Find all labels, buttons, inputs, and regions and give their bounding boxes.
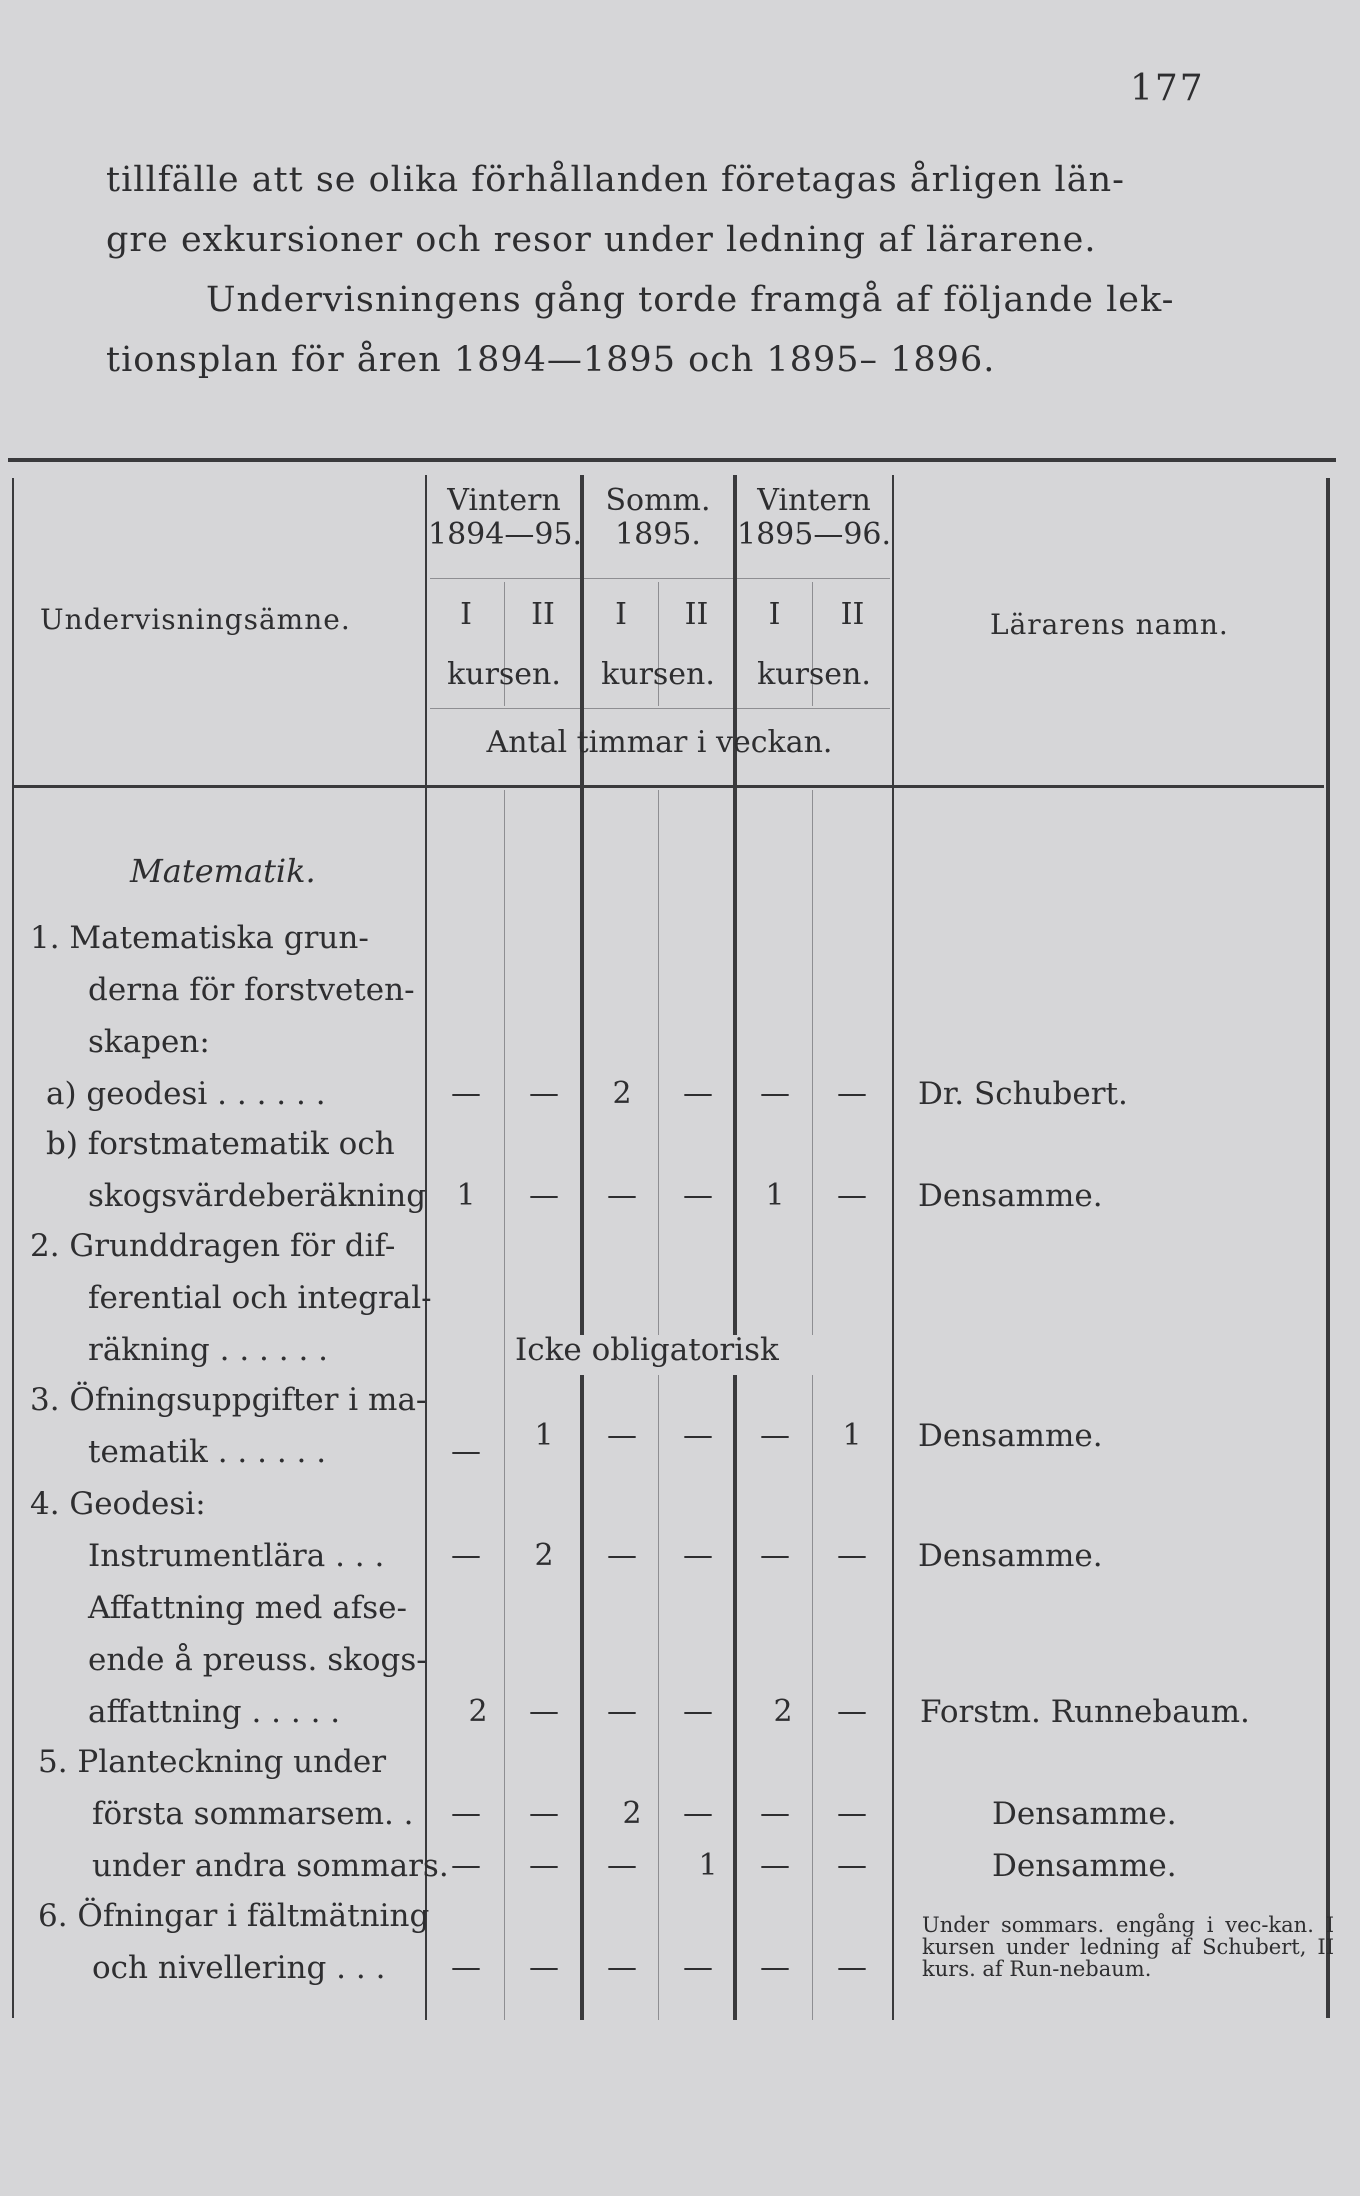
col-line-5a — [812, 790, 813, 1335]
cell: — — [451, 1538, 481, 1573]
row-5-label: första sommarsem. . — [92, 1796, 414, 1832]
header-bottom-rule — [14, 785, 1324, 788]
row-1-line-3: skapen: — [88, 1024, 210, 1060]
teacher-name: Densamme. — [992, 1848, 1177, 1884]
cell: — — [607, 1538, 637, 1573]
row-6-line-1: 6. Öfningar i fältmätning — [38, 1898, 430, 1934]
period-3-header: Vintern 1895—96. — [737, 483, 892, 552]
cell: — — [529, 1076, 559, 1111]
cell: — — [607, 1178, 637, 1213]
table-top-rule — [8, 458, 1336, 462]
col-line-3a — [658, 790, 659, 1335]
period-2-header: Somm. 1895. — [605, 483, 711, 552]
cell: — — [837, 1694, 867, 1729]
row-geodesi-label: a) geodesi . . . . . . — [46, 1076, 326, 1112]
cell: — — [683, 1950, 713, 1985]
teacher-name: Forstm. Runnebaum. — [920, 1694, 1250, 1730]
cell: 2 — [468, 1694, 488, 1729]
row-2-line-1: 2. Grunddragen för dif- — [30, 1228, 396, 1264]
row-andra-sommars-label: under andra sommars. — [92, 1848, 449, 1884]
cell: — — [837, 1178, 867, 1213]
cell: — — [760, 1796, 790, 1831]
cell: — — [529, 1848, 559, 1883]
intro-line-2: gre exkursioner och resor under ledning af lärarene. — [106, 220, 1097, 260]
cell: — — [760, 1538, 790, 1573]
row-1-line-1: 1. Matematiska grun- — [30, 920, 369, 956]
cell: 2 — [773, 1694, 793, 1729]
cell: — — [529, 1178, 559, 1213]
row-affattning-label: affattning . . . . . — [88, 1694, 341, 1730]
cell: — — [837, 1848, 867, 1883]
kursen-label-3: kursen. — [757, 657, 871, 692]
col-line-1 — [504, 790, 505, 2020]
cell: — — [683, 1418, 713, 1453]
kursen-label-1: kursen. — [447, 657, 561, 692]
cell: 1 — [765, 1178, 785, 1213]
intro-line-1: tillfälle att se olika förhållanden företagas årligen län- — [106, 160, 1125, 200]
cell: — — [683, 1796, 713, 1831]
subject-column-header: Undervisningsämne. — [40, 603, 351, 636]
cell: — — [607, 1950, 637, 1985]
period-divider-rule — [430, 578, 890, 579]
course-I-header-2: I — [615, 597, 627, 632]
cell: — — [451, 1076, 481, 1111]
cell: — — [760, 1418, 790, 1453]
intro-line-3: Undervisningens gång torde framgå af följande lek- — [206, 280, 1175, 320]
cell: — — [683, 1538, 713, 1573]
cell: — — [837, 1796, 867, 1831]
col-line-subject — [425, 475, 427, 2020]
section-title: Matematik. — [130, 852, 316, 890]
teacher-name: Densamme. — [918, 1178, 1103, 1214]
cell: — — [837, 1950, 867, 1985]
row-1-line-2: derna för forstveten- — [88, 972, 415, 1008]
page-number: 177 — [1130, 68, 1205, 109]
intro-paragraph — [106, 150, 1256, 390]
course-II-header-3: II — [840, 597, 865, 632]
cell: — — [760, 1076, 790, 1111]
cell: 1 — [698, 1848, 718, 1883]
row-forstmatematik-label: skogsvärdeberäkning — [88, 1178, 427, 1214]
row-affattning-line-1: Affattning med afse- — [88, 1590, 407, 1626]
table-left-border — [12, 478, 14, 2018]
row-forstmatematik-line-1: b) forstmatematik och — [46, 1126, 395, 1162]
kursen-label-2: kursen. — [601, 657, 715, 692]
cell: — — [451, 1848, 481, 1883]
cell: — — [760, 1950, 790, 1985]
row-2-label: räkning . . . . . . — [88, 1332, 329, 1368]
cell: 2 — [622, 1796, 642, 1831]
row-instrumentlara-label: Instrumentlära . . . — [88, 1538, 385, 1574]
cell: — — [451, 1434, 481, 1469]
cell: 1 — [456, 1178, 476, 1213]
hours-divider-rule — [430, 708, 890, 709]
row-6-label: och nivellering . . . — [92, 1950, 386, 1986]
row-3-line-1: 3. Öfningsuppgifter i ma- — [30, 1382, 427, 1418]
cell: 2 — [612, 1076, 632, 1111]
cell: — — [683, 1694, 713, 1729]
cell: — — [529, 1796, 559, 1831]
table-right-border — [1326, 478, 1330, 2018]
teacher-note: Under sommars. engång i vec-kan. I kursen under ledning af Schubert, II kurs. af Run-nebaum. — [922, 1913, 1334, 1981]
teacher-column-header: Lärarens namn. — [990, 608, 1229, 641]
cell: — — [607, 1694, 637, 1729]
intro-line-4: tionsplan för åren 1894—1895 och 1895– 1896. — [106, 340, 996, 380]
cell: — — [607, 1418, 637, 1453]
course-II-header-2: II — [684, 597, 709, 632]
cell: 1 — [842, 1418, 862, 1453]
col-line-teacher — [892, 475, 894, 2020]
row-2-line-2: ferential och integral- — [88, 1280, 432, 1316]
hours-per-week-label: Antal timmar i veckan. — [486, 725, 833, 760]
cell: — — [683, 1178, 713, 1213]
cell: — — [529, 1694, 559, 1729]
course-II-header-1: II — [531, 597, 555, 632]
cell: 1 — [534, 1418, 554, 1453]
teacher-name: Densamme. — [992, 1796, 1177, 1832]
cell: — — [760, 1848, 790, 1883]
period-1-header: Vintern 1894—95. — [428, 483, 583, 552]
teacher-name: Dr. Schubert. — [918, 1076, 1128, 1112]
cell: 2 — [534, 1538, 554, 1573]
non-obligatory-span: Icke obligatorisk — [515, 1332, 779, 1368]
teacher-name: Densamme. — [918, 1418, 1103, 1454]
course-I-header-1: I — [460, 597, 472, 632]
cell: — — [607, 1848, 637, 1883]
row-5-line-1: 5. Planteckning under — [38, 1744, 387, 1780]
cell: — — [837, 1538, 867, 1573]
row-4-line-1: 4. Geodesi: — [30, 1486, 206, 1522]
cell: — — [451, 1950, 481, 1985]
row-3-label: tematik . . . . . . — [88, 1434, 327, 1470]
teacher-name: Densamme. — [918, 1538, 1103, 1574]
cell: — — [451, 1796, 481, 1831]
cell: — — [683, 1076, 713, 1111]
cell: — — [529, 1950, 559, 1985]
row-affattning-line-2: ende å preuss. skogs- — [88, 1642, 427, 1678]
cell: — — [837, 1076, 867, 1111]
course-I-header-3: I — [768, 597, 781, 632]
